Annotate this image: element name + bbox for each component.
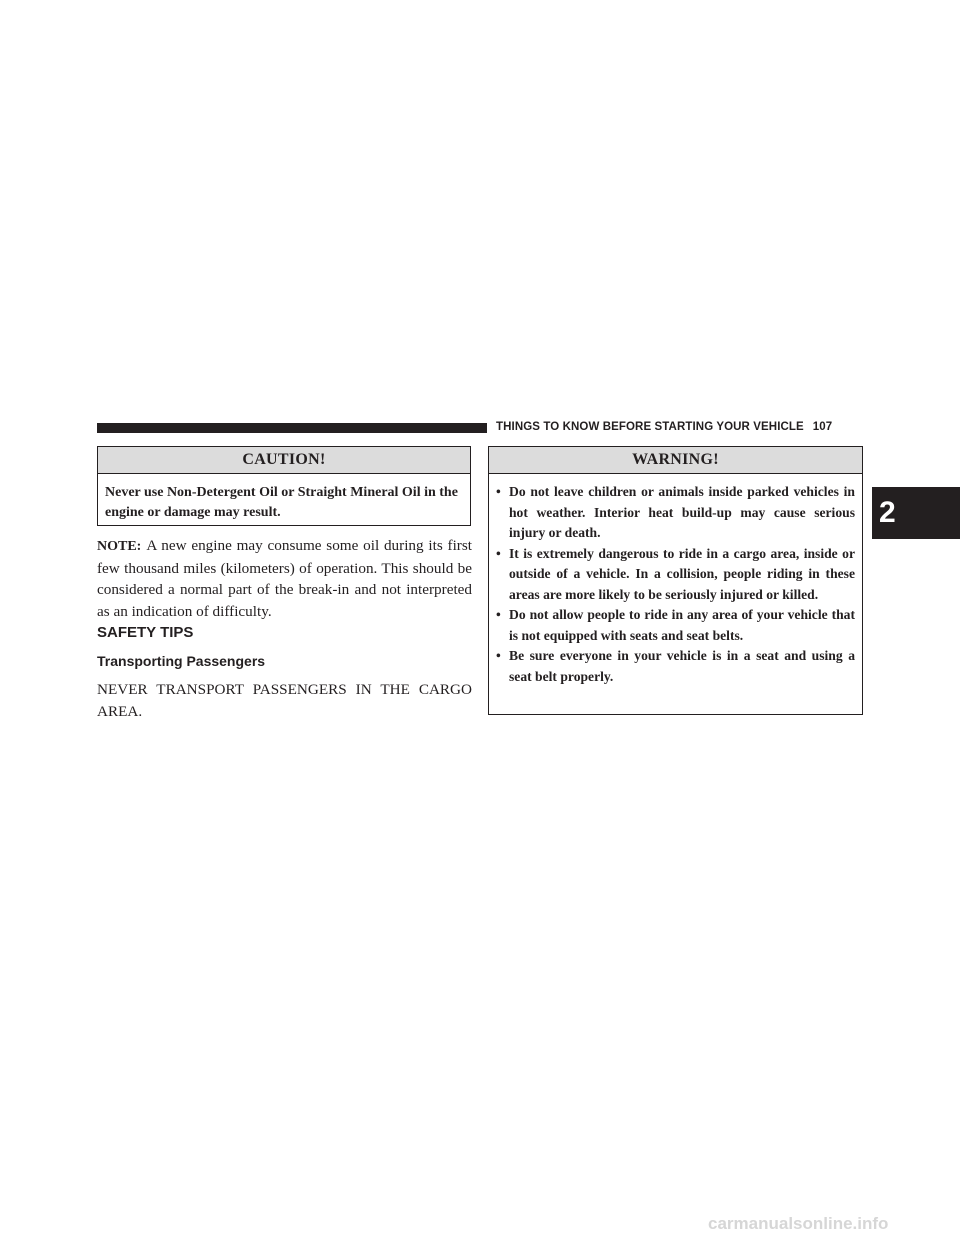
warning-item bbox=[496, 482, 855, 544]
caution-title: CAUTION! bbox=[98, 447, 470, 474]
warning-box bbox=[488, 446, 863, 715]
warning-item bbox=[496, 544, 855, 606]
passenger-warning-text: NEVER TRANSPORT PASSENGERS IN THE CARGO AREA. bbox=[97, 681, 472, 720]
page-number: 107 bbox=[812, 421, 833, 433]
warning-item bbox=[496, 646, 855, 687]
warning-title: WARNING! bbox=[489, 447, 862, 474]
warning-item-text: Be sure everyone in your vehicle is in a seat and using a seat belt properly. bbox=[509, 648, 855, 684]
subsection-heading-transporting-passengers: Transporting Passengers bbox=[97, 653, 266, 669]
section-heading-safety-tips: SAFETY TIPS bbox=[97, 624, 194, 641]
chapter-tab: 2 bbox=[872, 487, 960, 539]
watermark: carmanualsonline.info bbox=[708, 1214, 889, 1233]
note-paragraph bbox=[97, 535, 472, 623]
warning-item-text: Do not leave children or animals inside parked vehicles in hot weather. Interior heat build-up may cause serious injury or death. bbox=[509, 484, 855, 540]
bullet-icon: • bbox=[496, 545, 501, 561]
note-text: A new engine may consume some oil during its first few thousand miles (kilometers) of operation. This should be considered a normal part of the break-in and not interpreted as an indication of difficulty. bbox=[97, 537, 472, 621]
warning-item-text: Do not allow people to ride in any area of your vehicle that is not equipped with seats and seat belts. bbox=[509, 607, 855, 643]
warning-list bbox=[489, 474, 862, 687]
note-label: NOTE: bbox=[97, 539, 142, 554]
warning-item bbox=[496, 605, 855, 646]
warning-item-text: It is extremely dangerous to ride in a cargo area, inside or outside of a vehicle. In a collision, people riding in these areas are more likely to be seriously injured or killed. bbox=[509, 545, 855, 602]
header-rule bbox=[97, 423, 487, 433]
caution-box bbox=[97, 446, 471, 526]
header-section-title: THINGS TO KNOW BEFORE STARTING YOUR VEHICLE bbox=[496, 421, 804, 433]
bullet-icon: • bbox=[496, 607, 501, 622]
caution-text: Never use Non-Detergent Oil or Straight Mineral Oil in the engine or damage may result. bbox=[105, 485, 458, 520]
running-header bbox=[496, 420, 832, 434]
bullet-icon: • bbox=[496, 648, 501, 663]
bullet-icon: • bbox=[496, 484, 501, 499]
